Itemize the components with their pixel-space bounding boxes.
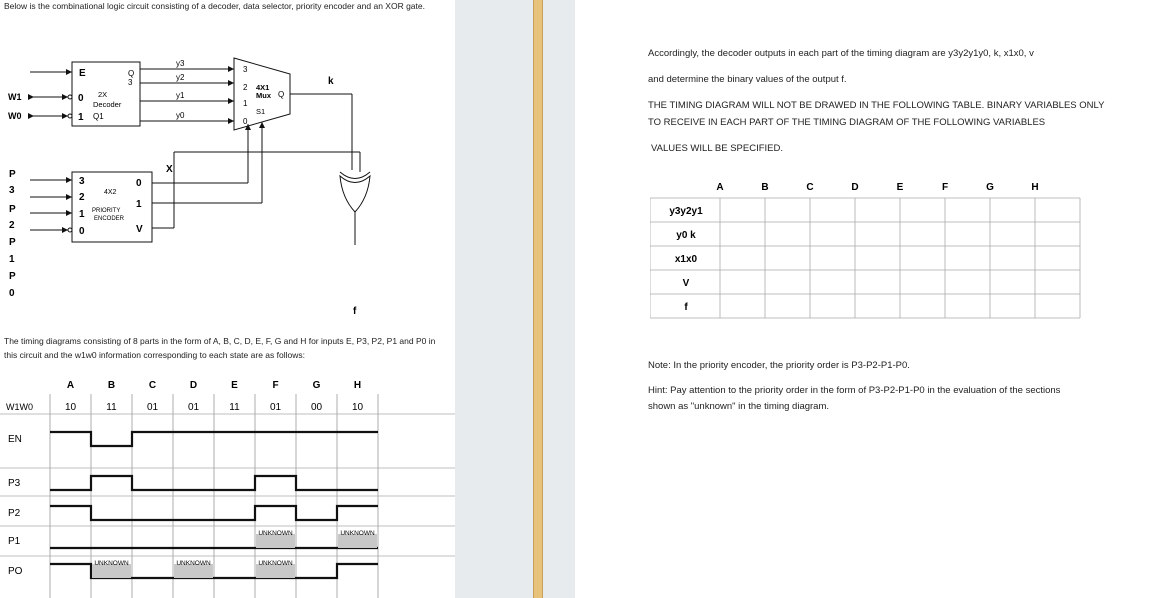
signal-label-p3: P3 — [8, 478, 21, 489]
signal-label-en: EN — [8, 434, 22, 445]
decoder-input1-label: 1 — [78, 112, 84, 123]
hint-line-2: shown as "unknown" in the timing diagram. — [648, 401, 830, 412]
label-y1: y1 — [176, 91, 185, 100]
encoder-input1-label: 1 — [79, 209, 85, 220]
unknown-label: UNKNOWN — [258, 530, 293, 537]
mux-output-k: k — [328, 76, 334, 87]
w1w0-value-H: 10 — [351, 402, 364, 413]
w1w0-value-D: 01 — [187, 402, 200, 413]
instruction-para-4: VALUES WILL BE SPECIFIED. — [651, 143, 783, 154]
decoder-enable-label: E — [79, 68, 86, 79]
table-col-G: G — [986, 182, 994, 193]
instruction-para-1: Accordingly, the decoder outputs in each part of the timing diagram are y3y2y1y0, k, x1x0, v — [648, 48, 1034, 59]
section-label-F: F — [272, 380, 279, 391]
section-label-C: C — [148, 380, 157, 391]
table-col-E: E — [896, 182, 904, 193]
intro-text: Below is the combinational logic circuit consisting of a decoder, data selector, priority encoder and an XOR gate. — [4, 1, 425, 11]
page-gutter — [455, 0, 575, 598]
answer-table — [650, 172, 1090, 332]
signal-label-p1: P1 — [8, 536, 21, 547]
unknown-label: UNKNOWN — [340, 530, 375, 537]
input-p3-letter: P — [9, 169, 16, 180]
section-label-H: H — [353, 380, 362, 391]
section-label-D: D — [189, 380, 198, 391]
table-row-label: f — [684, 302, 688, 313]
table-col-H: H — [1031, 182, 1039, 193]
decoder-q-label: Q — [128, 69, 135, 78]
binding-stripe — [533, 0, 543, 598]
timing-description: The timing diagrams consisting of 8 parts in the form of A, B, C, D, E, F, G and H for inputs E, P3, P2, P1 and P0 in this circuit and the w1w0 information corresponding to each state are as follows: — [4, 336, 436, 360]
input-w1: W1 — [8, 92, 22, 102]
input-p2-index: 2 — [9, 220, 15, 231]
instruction-para-3a: THE TIMING DIAGRAM WILL NOT BE DRAWED IN THE FOLLOWING TABLE. BINARY VARIABLES ONLY — [648, 100, 1105, 111]
signal-label-p2: P2 — [8, 508, 21, 519]
instruction-para-3b: TO RECEIVE IN EACH PART OF THE TIMING DIAGRAM OF THE FOLLOWING VARIABLES — [648, 117, 1046, 128]
section-label-G: G — [312, 380, 321, 391]
mux-select-label: S1 — [256, 107, 266, 116]
w1w0-value-F: 01 — [269, 402, 282, 413]
input-p2-letter: P — [9, 204, 16, 215]
timing-diagram — [0, 378, 455, 598]
w1w0-value-B: 11 — [106, 402, 117, 413]
input-p3-index: 3 — [9, 185, 15, 196]
mux-input1-label: 1 — [243, 99, 248, 108]
table-col-F: F — [941, 182, 949, 193]
w1w0-label: W1W0 — [6, 402, 33, 412]
encoder-input2-label: 2 — [79, 192, 85, 203]
signal-label-po: PO — [8, 566, 23, 577]
label-y2: y2 — [176, 73, 185, 82]
table-row-label: x1x0 — [674, 254, 698, 265]
section-label-B: B — [107, 380, 116, 391]
encoder-name-2: PRIORITY — [92, 208, 121, 214]
circuit-diagram — [0, 0, 455, 330]
encoder-name-1: 4X2 — [104, 189, 117, 196]
encoder-output0-label: 0 — [136, 178, 142, 189]
xor-output-f: f — [353, 306, 357, 317]
table-row-label: y3y2y1 — [669, 206, 703, 217]
encoder-input0-label: 0 — [79, 226, 85, 237]
table-col-D: D — [851, 182, 859, 193]
decoder-input0-label: 0 — [78, 93, 84, 104]
label-y0: y0 — [176, 111, 185, 120]
mux-input0-label: 0 — [243, 117, 248, 126]
mux-name-2: Mux — [256, 91, 271, 100]
note-text: Note: In the priority encoder, the priority order is P3-P2-P1-P0. — [648, 360, 910, 371]
unknown-label: UNKNOWN — [94, 560, 129, 567]
mux-q-label: Q — [278, 90, 285, 99]
label-y3: y3 — [176, 59, 185, 68]
section-label-A: A — [66, 380, 75, 391]
table-col-B: B — [761, 182, 769, 193]
encoder-x-label: X — [166, 164, 173, 175]
table-col-A: A — [716, 182, 724, 193]
input-p0-letter: P — [9, 271, 16, 282]
table-row-label: V — [682, 278, 690, 289]
encoder-output1-label: 1 — [136, 199, 142, 210]
table-row-label: y0 k — [676, 230, 696, 241]
unknown-label: UNKNOWN — [258, 560, 293, 567]
mux-input3-label: 3 — [243, 65, 248, 74]
mux-name-1: 4X1 — [256, 83, 270, 92]
w1w0-value-G: 00 — [310, 402, 323, 413]
unknown-label: UNKNOWN — [176, 560, 211, 567]
instruction-para-2: and determine the binary values of the output f. — [648, 74, 847, 85]
table-col-C: C — [806, 182, 814, 193]
decoder-q1-label: Q1 — [93, 112, 104, 121]
mux-input2-label: 2 — [243, 83, 248, 92]
w1w0-value-E: 11 — [229, 402, 240, 413]
input-p1-index: 1 — [9, 254, 15, 265]
hint-line-1: Hint: Pay attention to the priority order in the form of P3-P2-P1-P0 in the evaluation of the sections — [648, 385, 1061, 396]
encoder-v-label: V — [136, 224, 143, 235]
section-label-E: E — [231, 380, 238, 391]
input-w0: W0 — [8, 111, 22, 121]
encoder-name-3: ENCODER — [94, 216, 125, 222]
input-p0-index: 0 — [9, 288, 15, 299]
decoder-name-1: 2X — [98, 90, 108, 99]
decoder-q-index: 3 — [128, 78, 133, 87]
w1w0-value-A: 10 — [64, 402, 77, 413]
left-page — [0, 0, 455, 598]
input-p1-letter: P — [9, 237, 16, 248]
w1w0-value-C: 01 — [146, 402, 159, 413]
decoder-name-2: Decoder — [93, 100, 122, 109]
encoder-input3-label: 3 — [79, 176, 85, 187]
